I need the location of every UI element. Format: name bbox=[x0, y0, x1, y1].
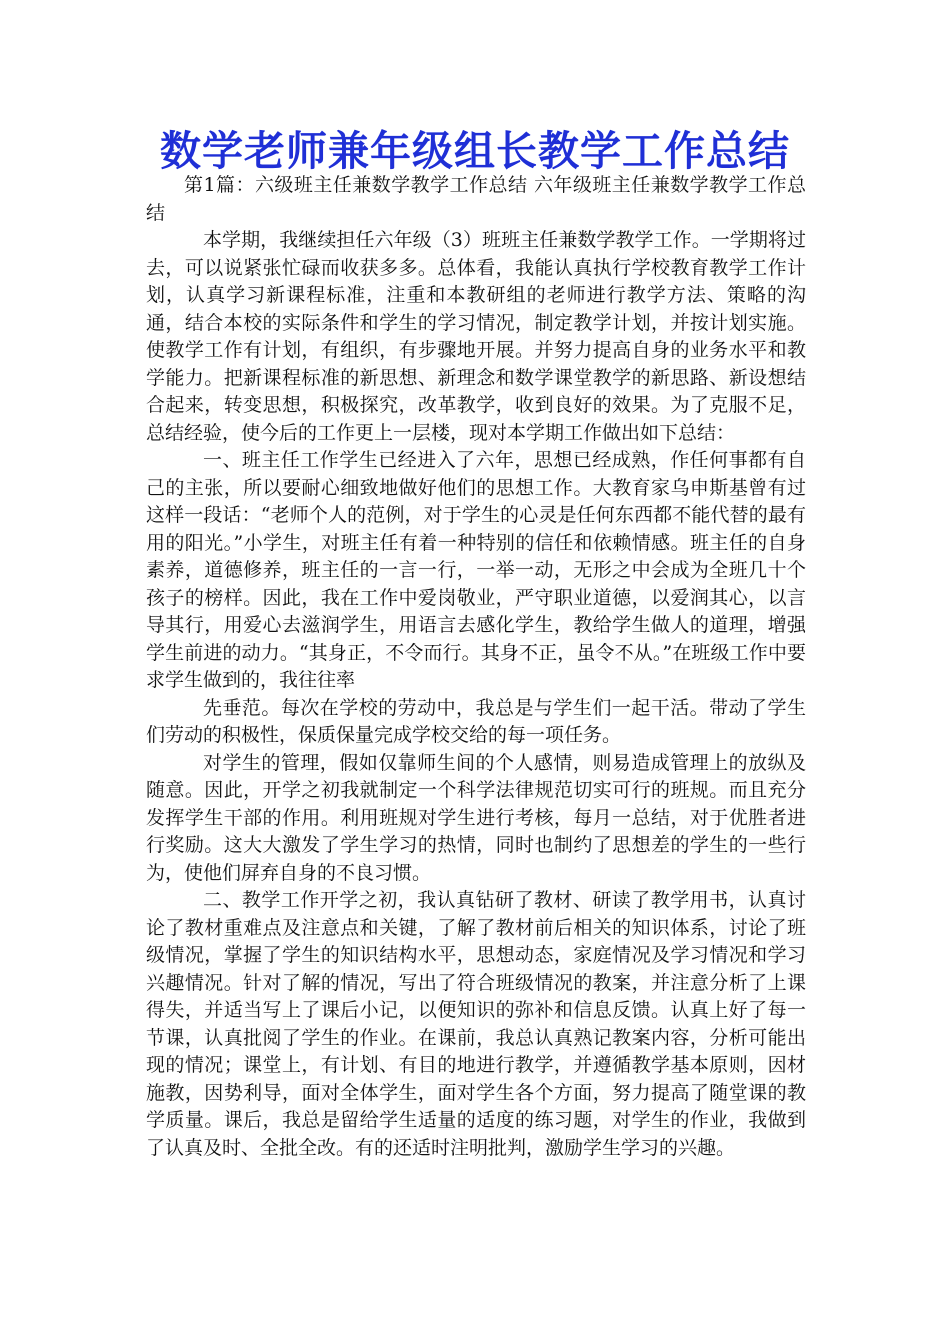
paragraph-student-management: 对学生的管理，假如仅靠师生间的个人感情，则易造成管理上的放纵及随意。因此，开学之初我就制定一个科学法律规范切实可行的班规。而且充分发挥学生干部的作用。利用班规对学生进行考核，每月一总结，对于优胜者进行奖励。这大大激发了学生学习的热情，同时也制约了思想差的学生的一些行为，使他们屏弃自身的不良习惯。 bbox=[146, 751, 806, 884]
paragraph-class-teacher-work: 一、班主任工作学生已经进入了六年，思想已经成熟，作任何事都有自己的主张，所以要耐心细致地做好他们的思想工作。大教育家乌申斯基曾有过这样一段话：“老师个人的范例，对于学生的心灵是任何东西都不能代替的最有用的阳光。”小学生，对班主任有着一种特别的信任和依赖情感。班主任的自身素养，道德修养，班主任的一言一行，一举一动，无形之中会成为全班几十个孩子的榜样。因此，我在工作中爱岗敬业，严守职业道德，以爱润其心，以言导其行，用爱心去滋润学生，用语言去感化学生，教给学生做人的道理，增强学生前进的动力。“其身正，不令而行。其身不正，虽令不从。”在班级工作中要求学生做到的，我往往率 bbox=[146, 449, 806, 691]
document-title: 数学老师兼年级组长教学工作总结 bbox=[160, 127, 790, 175]
paragraph-teaching-work: 二、教学工作开学之初，我认真钻研了教材、研读了教学用书，认真讨论了教材重难点及注意点和关键，了解了教材前后相关的知识体系，讨论了班级情况，掌握了学生的知识结构水平，思想动态，家庭情况及学习情况和学习兴趣情况。针对了解的情况，写出了符合班级情况的教案，并注意分析了上课得失，并适当写上了课后小记，以便知识的弥补和信息反馈。认真上好了每一节课，认真批阅了学生的作业。在课前，我总认真熟记教案内容，分析可能出现的情况；课堂上，有计划、有目的地进行教学，并遵循教学基本原则，因材施教，因势利导，面对全体学生，面对学生各个方面，努力提高了随堂课的教学质量。课后，我总是留给学生适量的适度的练习题，对学生的作业，我做到了认真及时、全批全改。有的还适时注明批判，激励学生学习的兴趣。 bbox=[146, 889, 806, 1159]
paragraph-leading-by-example: 先垂范。每次在学校的劳动中，我总是与学生们一起干活。带动了学生们劳动的积极性，保质保量完成学校交给的每一项任务。 bbox=[146, 696, 806, 746]
document-body bbox=[146, 172, 806, 1162]
paragraph-heading-line: 第1篇：六级班主任兼数学教学工作总结 六年级班主任兼数学教学工作总结 bbox=[146, 174, 806, 224]
paragraph-intro: 本学期，我继续担任六年级（3）班班主任兼数学教学工作。一学期将过去，可以说紧张忙碌而收获多多。总体看，我能认真执行学校教育教学工作计划，认真学习新课程标准，注重和本教研组的老师进行教学方法、策略的沟通，结合本校的实际条件和学生的学习情况，制定教学计划，并按计划实施。使教学工作有计划，有组织，有步骤地开展。并努力提高自身的业务水平和教学能力。把新课程标准的新思想、新理念和数学课堂教学的新思路、新设想结合起来，转变思想，积极探究，改革教学，收到良好的效果。为了克服不足，总结经验，使今后的工作更上一层楼，现对本学期工作做出如下总结： bbox=[146, 229, 806, 444]
